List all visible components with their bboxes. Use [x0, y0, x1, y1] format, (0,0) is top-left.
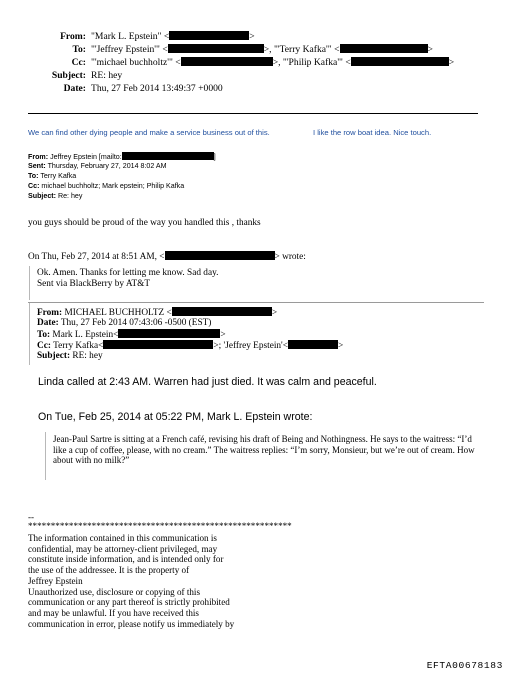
fwd1-cc-row: [28, 182, 184, 191]
fwd2-date-value: Thu, 27 Feb 2014 07:43:06 -0500 (EST): [60, 318, 212, 328]
disclaimer-line: constitute inside information, and is intended only for: [28, 554, 224, 565]
redaction-block: [122, 152, 214, 160]
header-cc-row: [0, 57, 512, 68]
fwd1-subject-label: Subject:: [28, 192, 56, 200]
header-date-row: [0, 83, 512, 94]
disclaimer: [28, 533, 234, 629]
fwd2-from-row: [37, 307, 277, 319]
header-from-value: "Mark L. Epstein" <: [91, 31, 170, 42]
wrote-line-1-suffix: > wrote:: [274, 252, 306, 262]
redaction-block: [168, 44, 264, 53]
disclaimer-line: confidential, may be attorney-client privileged, may: [28, 543, 218, 554]
header-subject-value: RE: hey: [91, 70, 123, 81]
fwd1-to-row: [28, 172, 76, 181]
header-cc-value: "'michael buchholtz'" <: [91, 57, 181, 68]
redaction-block: [103, 340, 213, 349]
wrote-line-1: [28, 251, 306, 263]
redaction-block: [169, 31, 249, 40]
header-from-row: [0, 31, 512, 42]
header-from-tail: >: [249, 31, 255, 42]
fwd1-sent-label: Sent:: [28, 162, 46, 170]
header-divider: [28, 113, 478, 114]
fwd2-date-label: Date:: [37, 318, 59, 328]
fwd2-cc-tail: >: [337, 341, 344, 351]
fwd2-from-label: From:: [37, 308, 63, 318]
reply-text-right: I like the row boat idea. Nice touch.: [313, 128, 432, 137]
header-to-value: "'Jeffrey Epstein'" <: [91, 44, 168, 55]
fwd2-to-label: To:: [37, 330, 51, 340]
fwd2-from-value: MICHAEL BUCHHOLTZ <: [64, 308, 172, 318]
header-to-tail: >: [427, 44, 433, 55]
signature-dashes: --: [28, 512, 35, 522]
disclaimer-line: The information contained in this communication is: [28, 533, 217, 543]
fwd1-subject-value: Re: hey: [57, 192, 83, 200]
redaction-block: [172, 307, 272, 316]
header-cc-label: Cc:: [71, 57, 86, 68]
quote-1-line-1: Ok. Amen. Thanks for letting me know. Sad day.: [37, 268, 219, 278]
disclaimer-line: communication in error, please notify us immediately by: [28, 618, 235, 629]
header-cc-mid: >, "'Philip Kafka'" <: [272, 57, 351, 68]
reply-text-left: We can find other dying people and make a service business out of this.: [28, 128, 270, 137]
disclaimer-line: Unauthorized use, disclosure or copying of this: [28, 586, 200, 597]
quote-1-line-2: Sent via BlackBerry by AT&T: [37, 278, 151, 289]
fwd1-from-label: From:: [28, 153, 49, 161]
wrote-line-2: On Tue, Feb 25, 2014 at 05:22 PM, Mark L. Epstein wrote:: [38, 411, 313, 423]
fwd2-cc-label: Cc:: [37, 341, 51, 351]
header-subject-label: Subject:: [51, 70, 86, 81]
quote-bar-1: [29, 266, 30, 300]
fwd1-sent-row: [28, 162, 167, 171]
fwd1-from-value: Jeffrey Epstein [mailto:: [50, 153, 122, 161]
quote-bar-2: [29, 303, 30, 365]
header-subject-row: [0, 70, 512, 81]
fwd1-to-value: Terry Kafka: [40, 172, 77, 180]
quote-sartre: Jean-Paul Sartre is sitting at a French café, revising his draft of Being and Nothingness. He says to the waitress: “I’d like a cup of coffee, please, with no cream.” The waitress replies: “I’m sorry, Monsieur, but we’re out of cream. How about with no milk?”: [53, 434, 475, 466]
disclaimer-line: and may be unlawful. If you have received this: [28, 607, 199, 618]
fwd2-date-row: [37, 318, 211, 329]
wrote-line-1-prefix: On Thu, Feb 27, 2014 at 8:51 AM, <: [28, 252, 165, 262]
fwd2-subject-value: RE: hey: [72, 351, 103, 361]
fwd2-cc-row: [37, 340, 343, 352]
header-date-label: Date:: [63, 83, 86, 94]
fwd2-to-value: Mark L. Epstein<: [52, 330, 119, 340]
header-to-mid: >, "'Terry Kafka'" <: [263, 44, 340, 55]
bates-number: EFTA00678183: [426, 660, 503, 671]
message-linda: Linda called at 2:43 AM. Warren had just died. It was calm and peaceful.: [38, 376, 377, 388]
header-to-row: [0, 44, 512, 55]
fwd2-to-tail: >: [220, 330, 226, 340]
fwd2-cc-value: Terry Kafka<: [53, 341, 104, 351]
quote-bar-3: [45, 432, 46, 480]
quote-1: [37, 268, 218, 289]
header-date-value: Thu, 27 Feb 2014 13:49:37 +0000: [91, 83, 223, 94]
fwd2-cc-mid: >; 'Jeffrey Epstein'<: [213, 341, 288, 351]
message-1: you guys should be proud of the way you handled this , thanks: [28, 218, 261, 228]
fwd2-from-tail: >: [271, 308, 278, 318]
fwd1-cc-label: Cc:: [28, 182, 40, 190]
redaction-block: [288, 340, 338, 349]
header-cc-tail: >: [448, 57, 455, 68]
fwd2-to-row: [37, 329, 226, 341]
disclaimer-line: Jeffrey Epstein: [28, 575, 83, 586]
redaction-block: [351, 57, 449, 66]
disclaimer-line: the use of the addressee. It is the property of: [28, 565, 190, 576]
redaction-block: [165, 251, 275, 260]
signature-stars: **********************************************************: [28, 521, 292, 531]
redaction-block: [181, 57, 273, 66]
redaction-block: [118, 329, 220, 338]
redaction-block: [340, 44, 428, 53]
header-from-label: From:: [60, 31, 86, 42]
fwd2-subject-row: [37, 351, 103, 362]
fwd2-subject-label: Subject:: [37, 351, 71, 361]
fwd1-cc-value: michael buchholtz; Mark epstein; Philip Kafka: [41, 182, 185, 190]
separator-line: [28, 302, 484, 303]
fwd1-to-label: To:: [28, 172, 39, 180]
fwd1-subject-row: [28, 192, 82, 201]
fwd1-sent-value: Thursday, February 27, 2014 8:02 AM: [47, 162, 167, 170]
fwd1-from-row: From: Jeffrey Epstein [mailto: ]: [28, 153, 216, 161]
disclaimer-line: communication or any part thereof is strictly prohibited: [28, 597, 230, 608]
header-to-label: To:: [72, 44, 86, 55]
